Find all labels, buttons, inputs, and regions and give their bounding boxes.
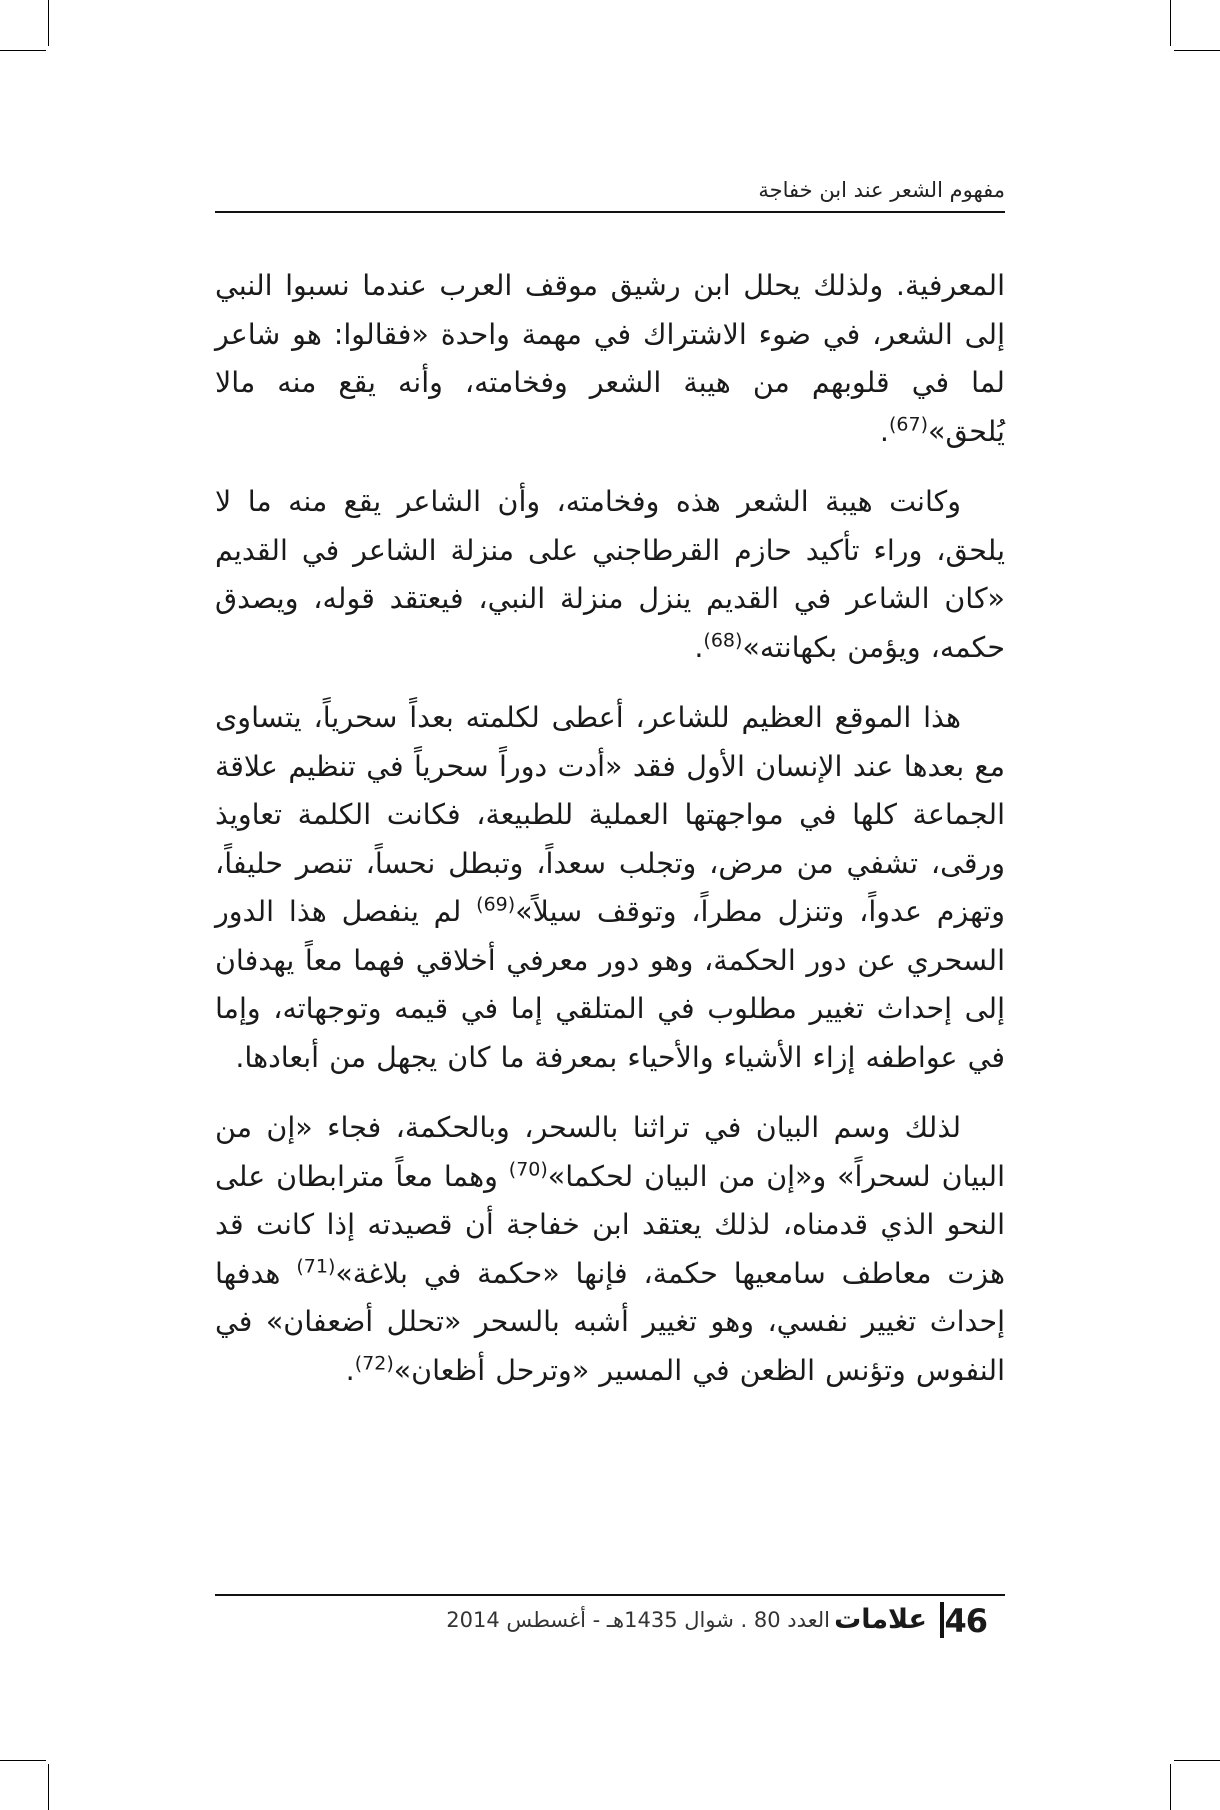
- crop-mark: [1170, 1764, 1171, 1810]
- footnote-ref: (72): [354, 1352, 394, 1374]
- crop-mark: [1174, 50, 1220, 51]
- crop-mark: [0, 1760, 46, 1761]
- paragraph-text: لم ينفصل هذا الدور السحري عن دور الحكمة، وهو دور معرفي أخلاقي فهما معاً يهدفان إلى إحداث تغيير مطلوب في المتلقي إما في قيمه وتوجهاته، وإما في عواطفه إزاء الأشياء والأحياء بمعرفة ما كان يجهل من أبعادها.: [215, 895, 1005, 1074]
- crop-mark: [0, 50, 46, 51]
- paragraph-text: المعرفية. ولذلك يحلل ابن رشيق موقف العرب عندما نسبوا النبي إلى الشعر، في ضوء الاشتراك في مهمة واحدة «فقالوا: هو شاعر لما في قلوبهم من هيبة الشعر وفخامته، وأنه يقع منه مالا يُلحق»: [215, 269, 1005, 448]
- paragraph: [215, 478, 1005, 672]
- crop-mark: [1170, 0, 1171, 46]
- running-title: مفهوم الشعر عند ابن خفاجة: [758, 178, 1005, 202]
- paragraph: [215, 694, 1005, 1082]
- footer-rule: [215, 1594, 1005, 1596]
- crop-mark: [48, 0, 49, 46]
- paragraph-text: وكانت هيبة الشعر هذه وفخامته، وأن الشاعر يقع منه ما لا يلحق، وراء تأكيد حازم القرطاجني على منزلة الشاعر في القديم «كان الشاعر في القديم ينزل منزلة النبي، فيعتقد قوله، ويصدق حكمه، ويؤمن بكهانته»: [215, 485, 1005, 664]
- paragraph-text: .: [879, 414, 889, 448]
- paragraph: [215, 262, 1005, 456]
- journal-logo: علامات: [834, 1604, 927, 1635]
- footnote-ref: (71): [296, 1255, 336, 1277]
- footnote-ref: (70): [508, 1158, 548, 1180]
- paragraph-text: .: [345, 1353, 355, 1387]
- body-text: [215, 262, 1005, 1417]
- footnote-ref: (67): [888, 413, 929, 435]
- issue-info: العدد 80 . شوال 1435هـ - أغسطس 2014: [446, 1608, 830, 1632]
- footnote-ref: (69): [476, 893, 516, 916]
- paragraph-text: هذا الموقع العظيم للشاعر، أعطى لكلمته بعداً سحرياً، يتساوى مع بعدها عند الإنسان الأول فقد «أدت دوراً سحرياً في تنظيم علاقة الجماعة كلها في مواجهتها العملية للطبيعة، فكانت الكلمة تعاويذ ورقى، تشفي من مرض، وتجلب سعداً، وتبطل نحساً، تنصر حليفاً، وتهزم عدواً، وتنزل مطراً، وتوقف سيلاً»: [215, 701, 1005, 928]
- paragraph-text: لذلك وسم البيان في تراثنا بالسحر، وبالحكمة، فجاء «إن من البيان لسحراً» و«إن من البيان لحكما»: [215, 1111, 1005, 1193]
- page-number: 46: [944, 1602, 987, 1640]
- paragraph-text: .: [694, 630, 704, 664]
- paragraph: [215, 1104, 1005, 1395]
- crop-mark: [1174, 1760, 1220, 1761]
- footnote-ref: (68): [703, 629, 743, 651]
- paragraph-text: وهما معاً مترابطان على النحو الذي قدمناه، لذلك يعتقد ابن خفاجة أن قصيدته إذا كانت قد هزت معاطف سامعيها حكمة، فإنها «حكمة في بلاغة»: [215, 1159, 1005, 1290]
- footer-divider: [940, 1602, 944, 1638]
- paragraph-text: هدفها إحداث تغيير نفسي، وهو تغيير أشبه بالسحر «تحلل أضعفان» في النفوس وتؤنس الظعن في المسير «وترحل أظعان»: [215, 1256, 1005, 1387]
- header-rule: [215, 211, 1005, 213]
- page-footer: [215, 1602, 1005, 1642]
- crop-mark: [48, 1764, 49, 1810]
